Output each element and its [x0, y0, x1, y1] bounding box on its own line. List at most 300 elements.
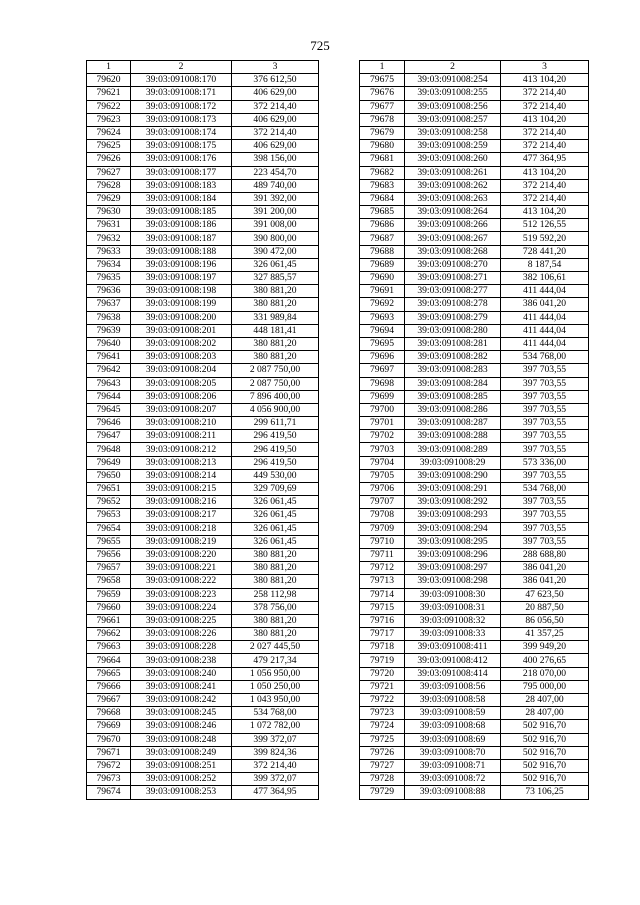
value-cell: 534 768,00 [501, 483, 589, 496]
table-row [87, 694, 319, 707]
table-row [87, 206, 319, 219]
table-row [87, 430, 319, 443]
row-number-cell: 79625 [87, 140, 131, 153]
row-number-cell: 79632 [87, 232, 131, 245]
row-number-cell: 79665 [87, 667, 131, 680]
cadastral-number-cell: 39:03:091008:298 [405, 575, 501, 588]
value-cell: 406 629,00 [232, 87, 319, 100]
row-number-cell: 79700 [360, 403, 405, 416]
table-row [87, 509, 319, 522]
table-row [360, 351, 589, 364]
cadastral-number-cell: 39:03:091008:266 [405, 219, 501, 232]
table-row [87, 746, 319, 759]
row-number-cell: 79706 [360, 483, 405, 496]
row-number-cell: 79659 [87, 588, 131, 601]
value-cell: 380 881,20 [232, 337, 319, 350]
value-cell: 299 611,71 [232, 417, 319, 430]
value-cell: 479 217,34 [232, 654, 319, 667]
row-number-cell: 79693 [360, 311, 405, 324]
row-number-cell: 79670 [87, 733, 131, 746]
row-number-cell: 79671 [87, 746, 131, 759]
row-number-cell: 79723 [360, 707, 405, 720]
cadastral-number-cell: 39:03:091008:245 [131, 707, 232, 720]
value-cell: 380 881,20 [232, 562, 319, 575]
table-row [360, 377, 589, 390]
table-row [360, 206, 589, 219]
row-number-cell: 79712 [360, 562, 405, 575]
row-number-cell: 79650 [87, 469, 131, 482]
row-number-cell: 79687 [360, 232, 405, 245]
value-cell: 406 629,00 [232, 113, 319, 126]
table-row [87, 535, 319, 548]
table-row [360, 390, 589, 403]
value-cell: 258 112,98 [232, 588, 319, 601]
row-number-cell: 79685 [360, 206, 405, 219]
cadastral-number-cell: 39:03:091008:259 [405, 140, 501, 153]
table-row [87, 562, 319, 575]
cadastral-number-cell: 39:03:091008:30 [405, 588, 501, 601]
value-cell: 397 703,55 [501, 469, 589, 482]
table-row [360, 733, 589, 746]
row-number-cell: 79664 [87, 654, 131, 667]
cadastral-number-cell: 39:03:091008:292 [405, 496, 501, 509]
cadastral-number-cell: 39:03:091008:267 [405, 232, 501, 245]
row-number-cell: 79626 [87, 153, 131, 166]
row-number-cell: 79701 [360, 417, 405, 430]
value-cell: 326 061,45 [232, 496, 319, 509]
value-cell: 502 916,70 [501, 733, 589, 746]
value-cell: 376 612,50 [232, 74, 319, 87]
value-cell: 413 104,20 [501, 206, 589, 219]
cadastral-number-cell: 39:03:091008:221 [131, 562, 232, 575]
table-row [87, 74, 319, 87]
column-header-value: 3 [501, 61, 589, 74]
row-number-cell: 79644 [87, 390, 131, 403]
row-number-cell: 79702 [360, 430, 405, 443]
value-cell: 573 336,00 [501, 456, 589, 469]
cadastral-number-cell: 39:03:091008:278 [405, 298, 501, 311]
value-cell: 326 061,45 [232, 535, 319, 548]
row-number-cell: 79669 [87, 720, 131, 733]
cadastral-number-cell: 39:03:091008:72 [405, 773, 501, 786]
table-row [360, 192, 589, 205]
row-number-cell: 79683 [360, 179, 405, 192]
cadastral-number-cell: 39:03:091008:219 [131, 535, 232, 548]
cadastral-number-cell: 39:03:091008:198 [131, 285, 232, 298]
table-row [360, 509, 589, 522]
cadastral-number-cell: 39:03:091008:68 [405, 720, 501, 733]
value-cell: 327 885,57 [232, 272, 319, 285]
table-row [360, 588, 589, 601]
value-cell: 512 126,55 [501, 219, 589, 232]
value-cell: 399 949,20 [501, 641, 589, 654]
table-row [87, 667, 319, 680]
table-row [360, 179, 589, 192]
value-cell: 372 214,40 [232, 759, 319, 772]
cadastral-number-cell: 39:03:091008:212 [131, 443, 232, 456]
value-cell: 380 881,20 [232, 351, 319, 364]
row-number-cell: 79668 [87, 707, 131, 720]
value-cell: 380 881,20 [232, 628, 319, 641]
row-number-cell: 79689 [360, 258, 405, 271]
table-row [87, 759, 319, 772]
table-row [87, 641, 319, 654]
table-row [87, 87, 319, 100]
row-number-cell: 79647 [87, 430, 131, 443]
row-number-cell: 79724 [360, 720, 405, 733]
value-cell: 397 703,55 [501, 364, 589, 377]
page-number: 725 [310, 38, 330, 53]
value-cell: 4 056 900,00 [232, 403, 319, 416]
cadastral-number-cell: 39:03:091008:287 [405, 417, 501, 430]
table-row [87, 720, 319, 733]
value-cell: 391 008,00 [232, 219, 319, 232]
row-number-cell: 79679 [360, 126, 405, 139]
value-cell: 728 441,20 [501, 245, 589, 258]
table-body-left [87, 74, 319, 799]
cadastral-number-cell: 39:03:091008:58 [405, 694, 501, 707]
cadastral-number-cell: 39:03:091008:196 [131, 258, 232, 271]
cadastral-number-cell: 39:03:091008:297 [405, 562, 501, 575]
cadastral-number-cell: 39:03:091008:291 [405, 483, 501, 496]
value-cell: 28 407,00 [501, 694, 589, 707]
cadastral-number-cell: 39:03:091008:225 [131, 614, 232, 627]
value-cell: 397 703,55 [501, 509, 589, 522]
table-row [360, 113, 589, 126]
row-number-cell: 79704 [360, 456, 405, 469]
table-row [87, 364, 319, 377]
cadastral-number-cell: 39:03:091008:281 [405, 337, 501, 350]
cadastral-number-cell: 39:03:091008:411 [405, 641, 501, 654]
value-cell: 2 087 750,00 [232, 377, 319, 390]
value-cell: 329 709,69 [232, 483, 319, 496]
value-cell: 326 061,45 [232, 522, 319, 535]
table-row [360, 694, 589, 707]
cadastral-number-cell: 39:03:091008:256 [405, 100, 501, 113]
value-cell: 502 916,70 [501, 720, 589, 733]
table-row [87, 733, 319, 746]
value-cell: 411 444,04 [501, 324, 589, 337]
row-number-cell: 79711 [360, 548, 405, 561]
table-row [87, 496, 319, 509]
table-body-right [360, 74, 589, 799]
table-row [87, 773, 319, 786]
cadastral-number-cell: 39:03:091008:202 [131, 337, 232, 350]
row-number-cell: 79622 [87, 100, 131, 113]
cadastral-number-cell: 39:03:091008:215 [131, 483, 232, 496]
cadastral-number-cell: 39:03:091008:253 [131, 786, 232, 799]
row-number-cell: 79710 [360, 535, 405, 548]
table-row [87, 377, 319, 390]
row-number-cell: 79690 [360, 272, 405, 285]
table-row [360, 364, 589, 377]
cadastral-number-cell: 39:03:091008:187 [131, 232, 232, 245]
row-number-cell: 79663 [87, 641, 131, 654]
cadastral-number-cell: 39:03:091008:280 [405, 324, 501, 337]
value-cell: 382 106,61 [501, 272, 589, 285]
value-cell: 2 087 750,00 [232, 364, 319, 377]
table-row [360, 245, 589, 258]
cadastral-number-cell: 39:03:091008:197 [131, 272, 232, 285]
cadastral-number-cell: 39:03:091008:184 [131, 192, 232, 205]
table-row [360, 614, 589, 627]
row-number-cell: 79629 [87, 192, 131, 205]
value-cell: 397 703,55 [501, 522, 589, 535]
value-cell: 326 061,45 [232, 258, 319, 271]
table-row [360, 403, 589, 416]
table-row [360, 786, 589, 799]
table-row [360, 548, 589, 561]
cadastral-number-cell: 39:03:091008:296 [405, 548, 501, 561]
cadastral-number-cell: 39:03:091008:264 [405, 206, 501, 219]
value-cell: 223 454,70 [232, 166, 319, 179]
value-cell: 2 027 445,50 [232, 641, 319, 654]
value-cell: 390 472,00 [232, 245, 319, 258]
table-row [360, 311, 589, 324]
value-cell: 218 070,00 [501, 667, 589, 680]
row-number-cell: 79634 [87, 258, 131, 271]
table-row [360, 680, 589, 693]
column-header-cadastral: 2 [405, 61, 501, 74]
cadastral-number-cell: 39:03:091008:218 [131, 522, 232, 535]
table-row [87, 324, 319, 337]
value-cell: 397 703,55 [501, 377, 589, 390]
table-row [87, 588, 319, 601]
cadastral-number-cell: 39:03:091008:71 [405, 759, 501, 772]
cadastral-number-cell: 39:03:091008:175 [131, 140, 232, 153]
row-number-cell: 79698 [360, 377, 405, 390]
value-cell: 28 407,00 [501, 707, 589, 720]
table-row [87, 285, 319, 298]
table-row [87, 337, 319, 350]
value-cell: 8 187,54 [501, 258, 589, 271]
row-number-cell: 79621 [87, 87, 131, 100]
row-number-cell: 79725 [360, 733, 405, 746]
value-cell: 380 881,20 [232, 575, 319, 588]
table-row [360, 456, 589, 469]
row-number-cell: 79695 [360, 337, 405, 350]
value-cell: 397 703,55 [501, 496, 589, 509]
table-row [360, 337, 589, 350]
cadastral-number-cell: 39:03:091008:295 [405, 535, 501, 548]
value-cell: 73 106,25 [501, 786, 589, 799]
value-cell: 397 703,55 [501, 390, 589, 403]
table-row [360, 759, 589, 772]
table-row [360, 469, 589, 482]
value-cell: 372 214,40 [501, 100, 589, 113]
value-cell: 411 444,04 [501, 285, 589, 298]
value-cell: 397 703,55 [501, 535, 589, 548]
value-cell: 372 214,40 [501, 192, 589, 205]
value-cell: 391 392,00 [232, 192, 319, 205]
cadastral-number-cell: 39:03:091008:255 [405, 87, 501, 100]
table-row [360, 535, 589, 548]
value-cell: 378 756,00 [232, 601, 319, 614]
value-cell: 386 041,20 [501, 562, 589, 575]
row-number-cell: 79720 [360, 667, 405, 680]
table-row [360, 153, 589, 166]
cadastral-number-cell: 39:03:091008:204 [131, 364, 232, 377]
table-row [360, 562, 589, 575]
value-cell: 1 056 950,00 [232, 667, 319, 680]
value-cell: 296 419,50 [232, 430, 319, 443]
row-number-cell: 79620 [87, 74, 131, 87]
row-number-cell: 79649 [87, 456, 131, 469]
table-row [87, 522, 319, 535]
row-number-cell: 79651 [87, 483, 131, 496]
table-row [360, 417, 589, 430]
cadastral-number-cell: 39:03:091008:228 [131, 641, 232, 654]
row-number-cell: 79677 [360, 100, 405, 113]
row-number-cell: 79715 [360, 601, 405, 614]
value-cell: 86 056,50 [501, 614, 589, 627]
row-number-cell: 79657 [87, 562, 131, 575]
table-row [87, 192, 319, 205]
row-number-cell: 79648 [87, 443, 131, 456]
table-row [87, 100, 319, 113]
value-cell: 477 364,95 [232, 786, 319, 799]
row-number-cell: 79662 [87, 628, 131, 641]
row-number-cell: 79703 [360, 443, 405, 456]
table-row [87, 219, 319, 232]
cadastral-number-cell: 39:03:091008:217 [131, 509, 232, 522]
value-cell: 502 916,70 [501, 746, 589, 759]
cadastral-number-cell: 39:03:091008:254 [405, 74, 501, 87]
table-row [360, 232, 589, 245]
table-row [87, 417, 319, 430]
row-number-cell: 79656 [87, 548, 131, 561]
value-cell: 296 419,50 [232, 456, 319, 469]
row-number-cell: 79688 [360, 245, 405, 258]
data-table-left [86, 60, 319, 800]
row-number-cell: 79630 [87, 206, 131, 219]
value-cell: 413 104,20 [501, 74, 589, 87]
row-number-cell: 79676 [360, 87, 405, 100]
row-number-cell: 79661 [87, 614, 131, 627]
table-row [360, 707, 589, 720]
row-number-cell: 79718 [360, 641, 405, 654]
cadastral-number-cell: 39:03:091008:268 [405, 245, 501, 258]
value-cell: 397 703,55 [501, 403, 589, 416]
cadastral-number-cell: 39:03:091008:206 [131, 390, 232, 403]
cadastral-number-cell: 39:03:091008:70 [405, 746, 501, 759]
cadastral-number-cell: 39:03:091008:220 [131, 548, 232, 561]
cadastral-number-cell: 39:03:091008:207 [131, 403, 232, 416]
value-cell: 380 881,20 [232, 548, 319, 561]
cadastral-number-cell: 39:03:091008:222 [131, 575, 232, 588]
value-cell: 502 916,70 [501, 759, 589, 772]
table-row [87, 232, 319, 245]
cadastral-number-cell: 39:03:091008:283 [405, 364, 501, 377]
cadastral-number-cell: 39:03:091008:240 [131, 667, 232, 680]
cadastral-number-cell: 39:03:091008:186 [131, 219, 232, 232]
value-cell: 372 214,40 [232, 100, 319, 113]
cadastral-number-cell: 39:03:091008:200 [131, 311, 232, 324]
table-row [87, 272, 319, 285]
value-cell: 372 214,40 [501, 87, 589, 100]
table-row [87, 166, 319, 179]
cadastral-number-cell: 39:03:091008:260 [405, 153, 501, 166]
table-row [87, 245, 319, 258]
table-row [87, 298, 319, 311]
row-number-cell: 79627 [87, 166, 131, 179]
table-row [87, 575, 319, 588]
value-cell: 795 000,00 [501, 680, 589, 693]
cadastral-number-cell: 39:03:091008:69 [405, 733, 501, 746]
row-number-cell: 79681 [360, 153, 405, 166]
table-row [87, 179, 319, 192]
cadastral-number-cell: 39:03:091008:185 [131, 206, 232, 219]
value-cell: 399 824,36 [232, 746, 319, 759]
row-number-cell: 79658 [87, 575, 131, 588]
table-row [87, 469, 319, 482]
value-cell: 372 214,40 [501, 140, 589, 153]
cadastral-number-cell: 39:03:091008:257 [405, 113, 501, 126]
value-cell: 372 214,40 [501, 179, 589, 192]
cadastral-number-cell: 39:03:091008:88 [405, 786, 501, 799]
value-cell: 41 357,25 [501, 628, 589, 641]
value-cell: 386 041,20 [501, 575, 589, 588]
cadastral-number-cell: 39:03:091008:172 [131, 100, 232, 113]
value-cell: 372 214,40 [232, 126, 319, 139]
table-row [87, 126, 319, 139]
cadastral-number-cell: 39:03:091008:289 [405, 443, 501, 456]
column-header-value: 3 [232, 61, 319, 74]
row-number-cell: 79638 [87, 311, 131, 324]
row-number-cell: 79672 [87, 759, 131, 772]
row-number-cell: 79713 [360, 575, 405, 588]
row-number-cell: 79640 [87, 337, 131, 350]
value-cell: 411 444,04 [501, 337, 589, 350]
cadastral-number-cell: 39:03:091008:205 [131, 377, 232, 390]
value-cell: 20 887,50 [501, 601, 589, 614]
row-number-cell: 79726 [360, 746, 405, 759]
cadastral-number-cell: 39:03:091008:31 [405, 601, 501, 614]
cadastral-number-cell: 39:03:091008:258 [405, 126, 501, 139]
table-row [87, 351, 319, 364]
value-cell: 400 276,65 [501, 654, 589, 667]
table-row [360, 641, 589, 654]
row-number-cell: 79666 [87, 680, 131, 693]
value-cell: 477 364,95 [501, 153, 589, 166]
table-row [87, 707, 319, 720]
cadastral-number-cell: 39:03:091008:263 [405, 192, 501, 205]
cadastral-number-cell: 39:03:091008:177 [131, 166, 232, 179]
value-cell: 411 444,04 [501, 311, 589, 324]
row-number-cell: 79635 [87, 272, 131, 285]
value-cell: 397 703,55 [501, 443, 589, 456]
cadastral-number-cell: 39:03:091008:251 [131, 759, 232, 772]
row-number-cell: 79721 [360, 680, 405, 693]
value-cell: 399 372,07 [232, 773, 319, 786]
row-number-cell: 79631 [87, 219, 131, 232]
cadastral-number-cell: 39:03:091008:188 [131, 245, 232, 258]
value-cell: 397 703,55 [501, 430, 589, 443]
cadastral-number-cell: 39:03:091008:203 [131, 351, 232, 364]
row-number-cell: 79641 [87, 351, 131, 364]
value-cell: 413 104,20 [501, 166, 589, 179]
value-cell: 502 916,70 [501, 773, 589, 786]
row-number-cell: 79678 [360, 113, 405, 126]
row-number-cell: 79680 [360, 140, 405, 153]
value-cell: 331 989,84 [232, 311, 319, 324]
row-number-cell: 79697 [360, 364, 405, 377]
value-cell: 397 703,55 [501, 417, 589, 430]
table-row [360, 87, 589, 100]
cadastral-number-cell: 39:03:091008:32 [405, 614, 501, 627]
row-number-cell: 79686 [360, 219, 405, 232]
cadastral-number-cell: 39:03:091008:170 [131, 74, 232, 87]
